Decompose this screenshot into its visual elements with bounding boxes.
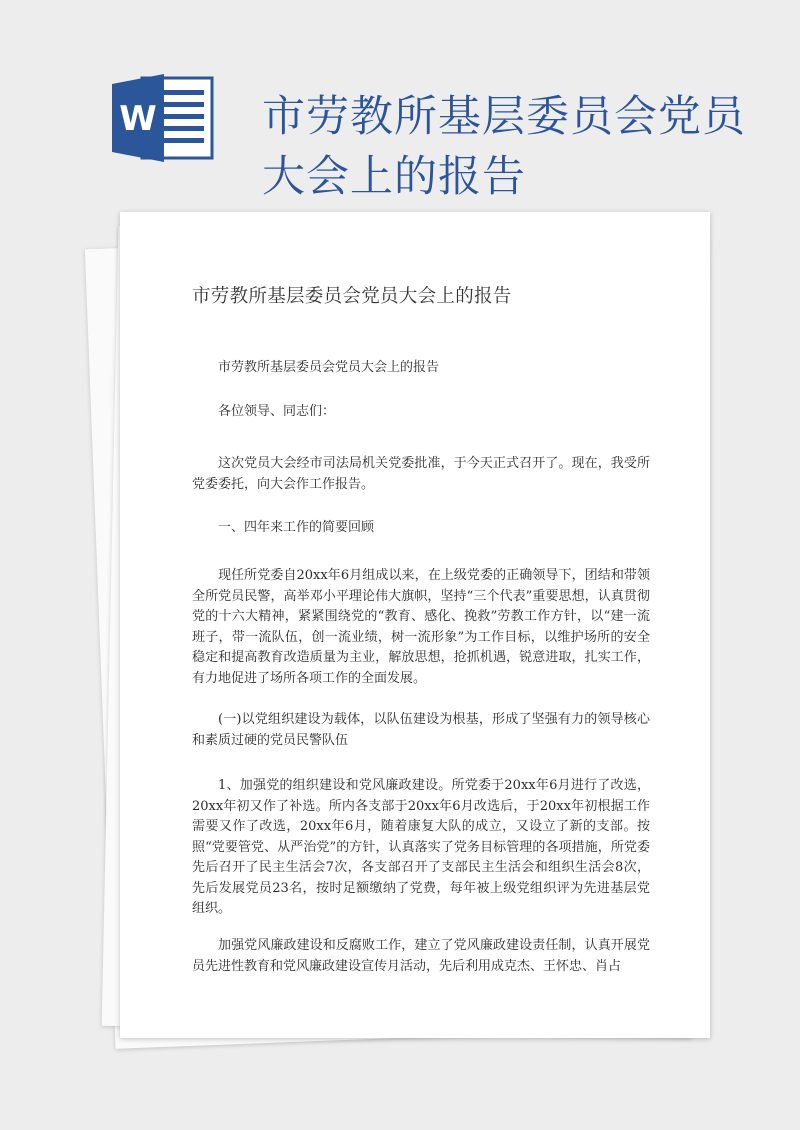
svg-text:W: W — [119, 99, 157, 139]
subsection-heading: (一)以党组织建设为载体，以队伍建设为根基，形成了坚强有力的领导核心和素质过硬的党员民警队伍 — [192, 712, 650, 748]
document-paragraph: 市劳教所基层委员会党员大会上的报告 — [218, 360, 440, 375]
document-title: 市劳教所基层委员会党员大会上的报告 — [192, 286, 512, 307]
header-banner — [0, 0, 800, 210]
word-document-icon — [112, 74, 214, 162]
section-heading: 一、四年来工作的简要回顾 — [218, 520, 375, 535]
document-paragraph: 1、加强党的组织建设和党风廉政建设。所党委于20xx年6月进行了改选，20xx年初又作了补选。所内各支部于20xx年6月改选后，于20xx年初根据工作需要又作了改选，20xx年6月，随着康复大队的成立，又设立了新的支部。按照“党要管党、从严治党”的方针，认真落实了党务目标管理的各项措施，所党委先后召开了民主生活会7次，各支部召开了支部民主生活会和组织生活会8次，先后发展党员23名，按时足额缴纳了党费，每年被上级党组织评为先进基层党组织。 — [192, 778, 650, 916]
document-page — [120, 212, 710, 1038]
document-paragraph: 各位领导、同志们： — [218, 404, 336, 419]
document-paragraph: 现任所党委自20xx年6月组成以来，在上级党委的正确领导下，团结和带领全所党员民警，高举邓小平理论伟大旗帜，坚持“三个代表”重要思想，认真贯彻党的十六大精神，紧紧围绕党的“教育、感化、挽救”劳教工作方针，以“建一流班子，带一流队伍，创一流业绩，树一流形象”为工作目标，以维护场所的安全稳定和提高教育改造质量为主业，解放思想，抢抓机遇，锐意进取，扎实工作，有力地促进了场所各项工作的全面发展。 — [192, 568, 650, 686]
banner-title: 市劳教所基层委员会党员大会上的报告 — [262, 91, 746, 202]
document-paragraph: 加强党风廉政建设和反腐败工作，建立了党风廉政建设责任制，认真开展党员先进性教育和党风廉政建设宣传月活动，先后利用成克杰、王怀忠、肖占 — [192, 938, 650, 974]
document-paragraph: 这次党员大会经市司法局机关党委批准，于今天正式召开了。现在，我受所党委委托，向大会作工作报告。 — [192, 456, 650, 492]
